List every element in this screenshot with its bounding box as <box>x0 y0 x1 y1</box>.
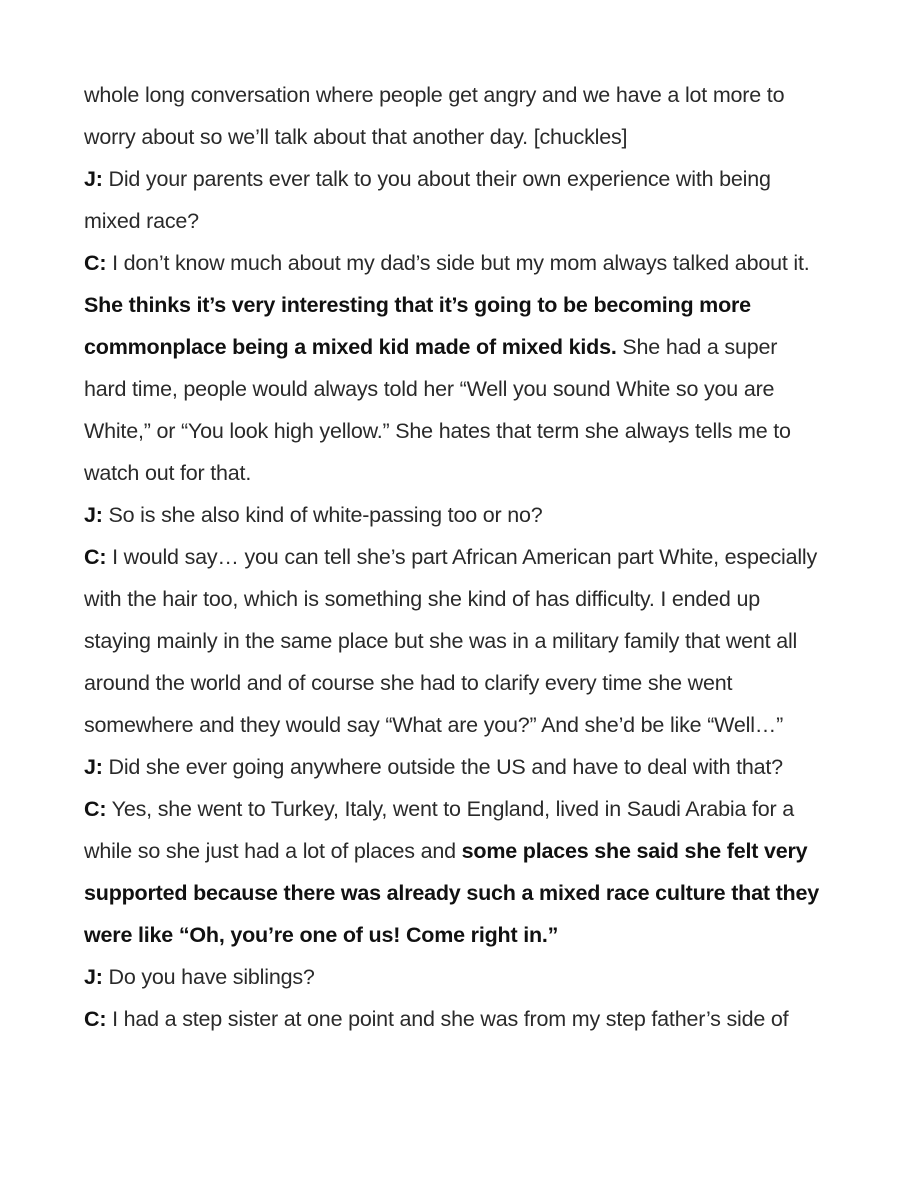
paragraph-text: I don’t know much about my dad’s side but my mom always talked about it. <box>106 251 810 275</box>
speaker-label: J: <box>84 503 103 527</box>
speaker-label: C: <box>84 251 107 275</box>
transcript-page <box>84 74 824 1040</box>
paragraph-6 <box>84 536 824 746</box>
paragraph-2 <box>84 158 824 242</box>
paragraph-text: She had a super hard time, people would always told her “Well you sound White so you are White,” or “You look high yellow.” She hates that term she always tells me to watch out for that. <box>84 335 791 485</box>
highlighted-quote: She thinks it’s very interesting that it’s going to be becoming more commonplace being a mixed kid made of mixed kids. <box>84 293 751 359</box>
speaker-label: J: <box>84 755 103 779</box>
speaker-label: J: <box>84 965 103 989</box>
speaker-label: J: <box>84 167 103 191</box>
paragraph-5 <box>84 494 824 536</box>
paragraph-text: So is she also kind of white-passing too or no? <box>102 503 543 527</box>
paragraph-text: whole long conversation where people get angry and we have a lot more to worry about so we’ll talk about that another day. [chuckles] <box>84 83 785 149</box>
paragraph-text: I would say… you can tell she’s part African American part White, especially with the hair too, which is something she kind of has difficulty. I ended up staying mainly in the same place but she was in a military family that went all around the world and of course she had to clarify every time she went somewhere and they would say “What are you?” And she’d be like “Well…” <box>84 545 818 737</box>
paragraph-9 <box>84 956 824 998</box>
paragraph-1 <box>84 74 824 158</box>
paragraph-7 <box>84 746 824 788</box>
paragraph-text: I had a step sister at one point and she was from my step father’s side of <box>106 1007 789 1031</box>
speaker-label: C: <box>84 1007 107 1031</box>
speaker-label: C: <box>84 797 107 821</box>
paragraph-10 <box>84 998 824 1040</box>
speaker-label: C: <box>84 545 107 569</box>
paragraph-text: Do you have siblings? <box>102 965 315 989</box>
paragraph-3 <box>84 242 824 284</box>
paragraph-text: Yes, she went to Turkey, Italy, went to England, lived in Saudi Arabia for a while so she just had a lot of places and <box>84 797 795 863</box>
paragraph-text: Did your parents ever talk to you about their own experience with being mixed race? <box>84 167 771 233</box>
paragraph-8 <box>84 788 824 956</box>
paragraph-text: Did she ever going anywhere outside the US and have to deal with that? <box>102 755 783 779</box>
highlighted-quote: some places she said she felt very supported because there was already such a mixed race culture that they were like “Oh, you’re one of us! Come right in.” <box>84 839 819 947</box>
paragraph-4 <box>84 284 824 494</box>
